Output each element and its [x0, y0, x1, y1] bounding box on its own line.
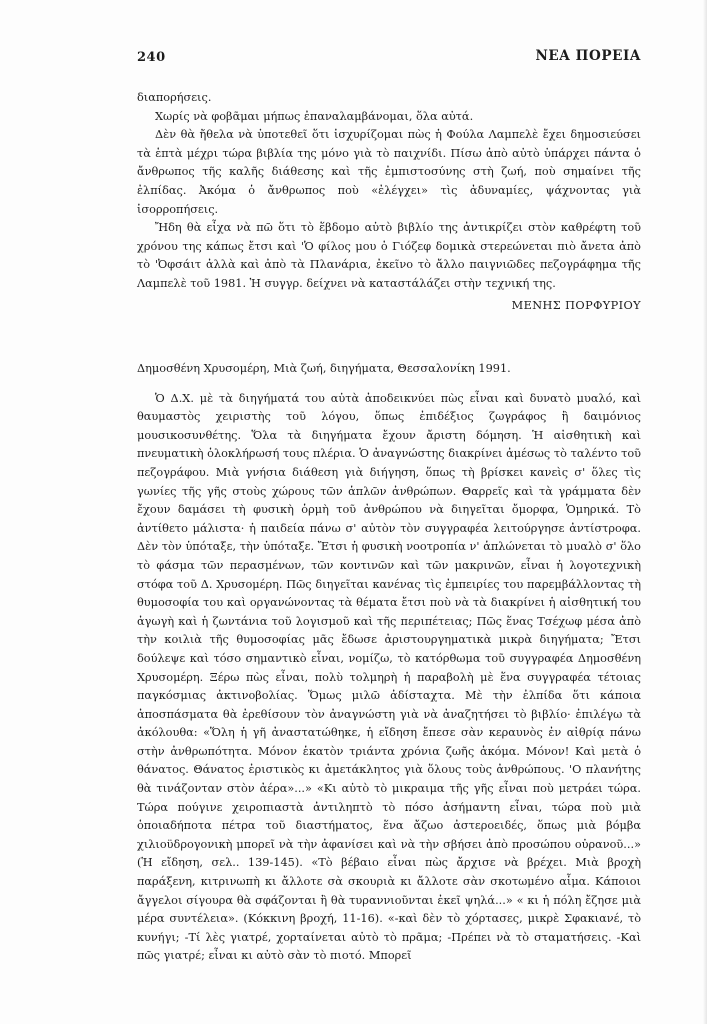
- book-citation: Δημοσθένη Χρυσομέρη, Μιὰ ζωή, διηγήματα, Θεσσαλονίκη 1991.: [137, 362, 511, 375]
- review-ending: [137, 89, 641, 315]
- paragraph: Ὁ Δ.Χ. μὲ τὰ διηγήματά του αὐτὰ ἀποδεικνύει πὼς εἶναι καὶ δυνατὸ μυαλό, καὶ θαυμαστὸς χειριστὴς τοῦ λόγου, ὅπως ἐπιδέξιος ζωγράφος ἢ δαιμόνιος μουσικοσυνθέτης. Ὅλα τὰ διηγήματα ἔχουν ἄριστη δόμηση. Ἡ αἰσθητικὴ καὶ πνευματικὴ ὁλοκλήρωσή τους πλέρια. Ὁ ἀναγνώστης διακρίνει ἀμέσως τὸ ταλέντο τοῦ πεζογράφου. Μιὰ γνήσια διάθεση γιὰ διήγηση, ὅπως τὴ βρίσκει κανεὶς σ' ὅλες τὶς γωνίες τῆς γῆς στοὺς χώρους τῶν ἁπλῶν ἀνθρώπων. Θαρρεῖς καὶ τὰ γράμματα δὲν ἔχουν δαμάσει τὴ φυσικὴ ὁρμὴ τοῦ ἀνθρώπου νὰ διηγεῖται ὄμορφα, Ὁμηρικά. Τὸ ἀντίθετο μάλιστα· ἡ παιδεία πάνω σ' αὐτὸν τὸν συγγραφέα λειτούργησε ἀντίστροφα. Δὲν τὸν ὑπόταξε, τὴν ὑπόταξε. Ἔτσι ἡ φυσικὴ νοοτροπία ν' ἁπλώνεται τὸ μυαλὸ σ' ὅλο τὸ φάσμα τῶν περασμένων, τῶν κοντινῶν καὶ τῶν μακρινῶν, εἶναι ἡ λογοτεχνικὴ στόφα τοῦ Δ. Χρυσομέρη. Πῶς διηγεῖται κανένας τὶς ἐμπειρίες του παρεμβάλλοντας τὴ θυμοσοφία του καὶ οργανώνοντας τὰ θέματα ἔτσι ποὺ νὰ τὰ διακρίνει ἡ αἰσθητική του ἀγωγὴ καὶ ἡ ζωντάνια τοῦ λογισμοῦ καὶ τῆς περιπέτειας; Πῶς ἕνας Τσέχωφ μέσα ἀπὸ τὴν κοιλιὰ τῆς θυμοσοφίας μᾶς ἔδωσε ἀριστουργηματικὰ μικρὰ διηγήματα; Ἔτσι δούλεψε καὶ τόσο σημαντικὸ εἶναι, νομίζω, τὸ κατόρθωμα τοῦ συγγραφέα Δημοσθένη Χρυσομέρη. Ξέρω πὼς εἶναι, πολὺ τολμηρὴ ἡ παραβολὴ μὲ ἕνα συγγραφέα τέτοιας παγκόσμιας ἀκτινοβολίας. Ὅμως μιλῶ ἀδίσταχτα. Μὲ τὴν ἐλπίδα ὅτι κάποια ἀποσπάσματα θὰ ἐρεθίσουν τὸν ἀναγνώστη γιὰ νὰ ἀναζητήσει τὸ βιβλίο· ἐπιλέγω τὰ ἀκόλουθα: «Ὅλη ἡ γῆ ἀναστατώθηκε, ἡ εἴδηση ἔπεσε σὰν κεραυνὸς ἐν αἰθρίᾳ πάνω στὴν ἀνθρωπότητα. Μόνον ἑκατὸν τριάντα χρόνια ζωῆς ἀκόμα. Μόνον! Καὶ μετὰ ὁ θάνατος. Θάνατος ἐριστικὸς κι ἀμετάκλητος γιὰ ὅλους τοὺς ἀνθρώπους. 'Ο πλανήτης θὰ τινάζονταν στὸν ἀέρα»...» «Κι αὐτὸ τὸ μικραιμα τῆς γῆς εἶναι ποὺ μετράει τώρα. Τώρα πούγινε χειροπιαστὰ ἀντιληπτὸ τὸ πόσο ἀσήμαντη εἶναι, τώρα ποὺ μιὰ ὁποιαδήποτα πέτρα τοῦ διαστήματος, ἕνα ἄζωο ἀστεροειδές, ὅπως μιὰ βόμβα χιλιοϋδρογονικὴ μπορεῖ νὰ τὴν ἀφανίσει καὶ νὰ τὴν σβήσει ἀπὸ προσώπου οὐρανοῦ...» (Ἡ εἴδηση, σελ.. 139-145). «Τὸ βέβαιο εἶναι πὼς ἄρχισε νὰ βρέχει. Μιὰ βροχὴ παράξενη, κιτρινωπὴ κι ἄλλοτε σὰ σκουριὰ κι ἄλλοτε σὰν σκοτωμένο αἷμα. Κάποιοι ἄγγελοι σίγουρα θὰ σφάζονται ἢ θὰ τυραννιοῦνται ἐκεῖ ψηλά...» « κι ἡ πόλη ἔζησε μιὰ μέρα συντέλεια». (Κόκκινη βροχή, 11-16). «-καὶ δὲν τὸ χόρτασες, μικρὲ Σφακιανέ, τὸ κυνήγι; -Τί λὲς γιατρέ, χορταίνεται αὐτὸ τὸ πρᾶμα; -Πρέπει νὰ τὸ σταματήσεις. -Καὶ πῶς γιατρέ; εἶναι κι αὐτὸ σὰν τὸ πιοτό. Μπορεῖ: [137, 391, 641, 963]
- paragraph: Χωρίς νὰ φοβᾶμαι μήπως ἐπαναλαμβάνομαι, ὅλα αὐτά.: [155, 109, 474, 123]
- scan-edge-shadow: [703, 0, 707, 1024]
- review-beginning: [137, 360, 641, 966]
- paragraph: Δὲν θὰ ἤθελα νὰ ὑποτεθεῖ ὅτι ἰσχυρίζομαι πὼς ἡ Φούλα Λαμπελὲ ἔχει δημοσιεύσει τὰ ἑπτὰ μέχρι τώρα βιβλία της μόνο γιὰ τὸ παιχνίδι. Πίσω ἀπὸ αὐτὸ ὑπάρχει πάντα ὁ ἄνθρωπος τῆς καλῆς διάθεσης καὶ τῆς ἐμπιστοσύνης στὴ ζωή, ποὺ σημαίνει τῆς ἐλπίδας. Ἀκόμα ὁ ἄνθρωπος ποὺ «ἐλέγχει» τὶς ἀδυναμίες, ψάχνοντας γιὰ ἰσορροπήσεις.: [137, 128, 641, 216]
- author-signature: ΜΕΝΗΣ ΠΟΡΦΥΡΙΟΥ: [511, 298, 641, 312]
- running-title: ΝΕΑ ΠΟΡΕΙΑ: [535, 48, 641, 64]
- page-number: 240: [137, 50, 166, 65]
- paragraph-continuation: διαπορήσεις.: [137, 91, 212, 104]
- paragraph: Ἤδη θὰ εἶχα νὰ πῶ ὅτι τὸ ἕβδομο αὐτὸ βιβλίο της ἀντικρίζει στὸν καθρέφτη τοῦ χρόνου της κάπως ἔτσι καὶ 'Ὁ φίλος μου ὁ Γιόζεφ δομικὰ στερεώνεται πιὸ ἄνετα ἀπὸ τὸ 'Ὀφσάιτ ἀλλὰ καὶ ἀπὸ τὰ Πλανάρια, ἐκεῖνο τὸ ἄλλο παιγνιῶδες πεζογράφημα τῆς Λαμπελὲ τοῦ 1981. Ἡ συγγρ. δείχνει νὰ καταστάλάζει στὴν τεχνική της.: [137, 221, 641, 290]
